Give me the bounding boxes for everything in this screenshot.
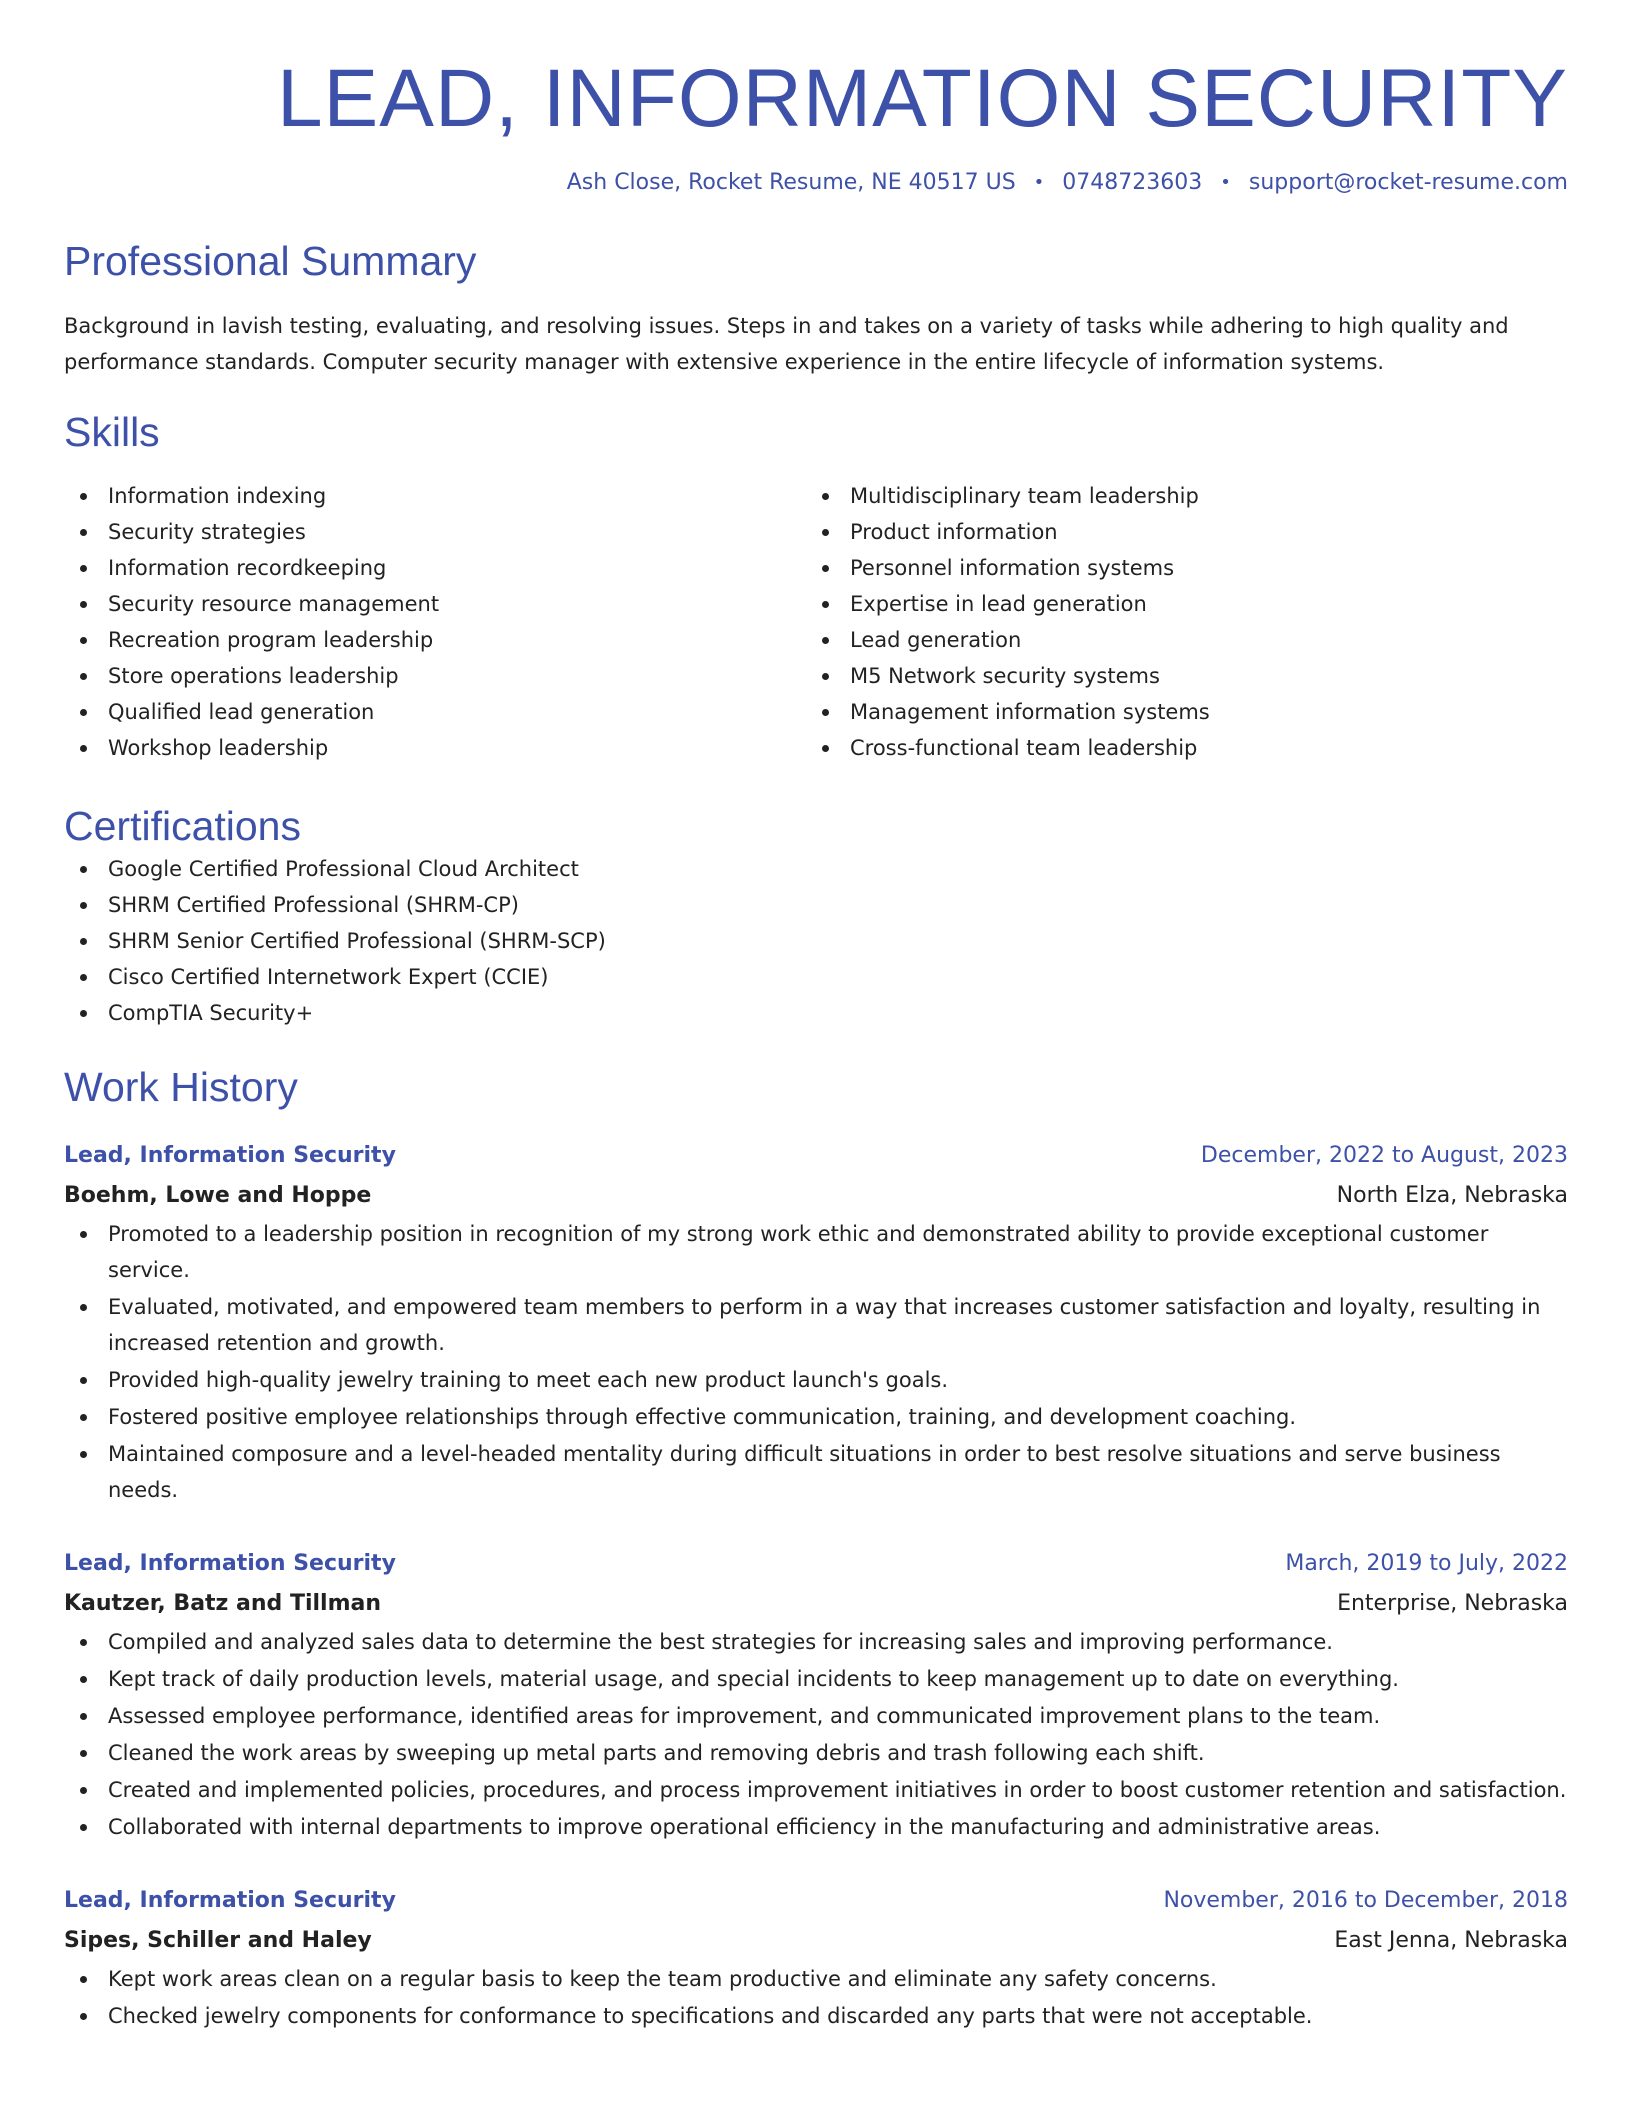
job-title: Lead, Information Security [64, 1143, 396, 1169]
job-bullet: Compiled and analyzed sales data to determine the best strategies for increasing sales and improving performance. [64, 1624, 1568, 1660]
job-bullets [64, 1216, 1568, 1508]
skill-item: Recreation program leadership [64, 622, 806, 658]
skill-item: Information recordkeeping [64, 550, 806, 586]
certification-item: Cisco Certified Internetwork Expert (CCIE) [64, 959, 1568, 995]
certifications-heading: Certifications [64, 802, 301, 849]
job-bullet: Evaluated, motivated, and empowered team members to perform in a way that increases customer satisfaction and loyalty, resulting in increased retention and growth. [64, 1289, 1568, 1361]
contact-email: support@rocket-resume.com [1248, 170, 1568, 196]
job-bullets [64, 1961, 1568, 2034]
contact-phone: 0748723603 [1062, 170, 1203, 196]
skill-item: Management information systems [806, 694, 1548, 730]
job-bullet: Collaborated with internal departments to improve operational efficiency in the manufacturing and administrative areas. [64, 1809, 1568, 1845]
resume-page [64, 0, 1568, 2035]
job-title: Lead, Information Security [64, 1888, 396, 1914]
job-title-row [64, 1136, 1568, 1176]
job-bullet: Assessed employee performance, identified areas for improvement, and communicated improvement plans to the team. [64, 1698, 1568, 1734]
job-title-row [64, 1881, 1568, 1921]
job-company-row [64, 1921, 1568, 1961]
skill-item: Cross-functional team leadership [806, 730, 1548, 766]
job-bullet: Kept work areas clean on a regular basis to keep the team productive and eliminate any safety concerns. [64, 1961, 1568, 1997]
skills-column-left [64, 478, 806, 766]
skills-column-right [806, 478, 1548, 766]
job-bullet: Maintained composure and a level-headed mentality during difficult situations in order to best resolve situations and serve business needs. [64, 1436, 1568, 1508]
job-entry [64, 1136, 1568, 1508]
skill-item: Information indexing [64, 478, 806, 514]
certification-item: CompTIA Security+ [64, 995, 1568, 1031]
certification-item: Google Certified Professional Cloud Architect [64, 851, 1568, 887]
job-location: East Jenna, Nebraska [1334, 1928, 1568, 1954]
skill-item: Workshop leadership [64, 730, 806, 766]
skill-item: Personnel information systems [806, 550, 1548, 586]
job-bullet: Promoted to a leadership position in recognition of my strong work ethic and demonstrated ability to provide exceptional customer service. [64, 1216, 1568, 1288]
contact-separator: • [1033, 172, 1045, 194]
contact-separator: • [1220, 172, 1231, 194]
work-history-list [64, 1136, 1568, 2034]
job-title-row [64, 1544, 1568, 1584]
job-bullet: Created and implemented policies, procedures, and process improvement initiatives in order to boost customer retention and satisfaction. [64, 1772, 1568, 1808]
resume-name: LEAD, INFORMATION SECURITY [276, 53, 1568, 144]
summary-text: Background in lavish testing, evaluating, and resolving issues. Steps in and takes on a variety of tasks while adhering to high quality and performance standards. Computer security manager with extensive experience in the entire lifecycle of information systems. [64, 314, 1509, 375]
job-dates: November, 2016 to December, 2018 [1163, 1888, 1568, 1914]
job-title: Lead, Information Security [64, 1551, 396, 1577]
job-company-row [64, 1584, 1568, 1624]
job-bullet: Kept track of daily production levels, material usage, and special incidents to keep management up to date on everything. [64, 1661, 1568, 1697]
job-location: North Elza, Nebraska [1336, 1183, 1568, 1209]
job-bullets [64, 1624, 1568, 1845]
job-dates: March, 2019 to July, 2022 [1285, 1551, 1568, 1577]
job-company: Boehm, Lowe and Hoppe [64, 1183, 372, 1209]
job-bullet: Cleaned the work areas by sweeping up metal parts and removing debris and trash following each shift. [64, 1735, 1568, 1771]
job-bullet: Provided high-quality jewelry training to meet each new product launch's goals. [64, 1362, 1568, 1398]
skill-item: Security strategies [64, 514, 806, 550]
skill-item: Expertise in lead generation [806, 586, 1548, 622]
work-history-heading: Work History [64, 1063, 298, 1110]
skill-item: Product information [806, 514, 1548, 550]
skills-list-left [64, 478, 806, 766]
job-location: Enterprise, Nebraska [1337, 1591, 1568, 1617]
job-bullet: Checked jewelry components for conformance to specifications and discarded any parts that were not acceptable. [64, 1998, 1568, 2034]
job-entry [64, 1544, 1568, 1845]
skill-item: M5 Network security systems [806, 658, 1548, 694]
job-company-row [64, 1176, 1568, 1216]
resume-header [64, 0, 1568, 195]
job-entry [64, 1881, 1568, 2034]
skills-grid [64, 478, 1568, 766]
contact-address: Ash Close, Rocket Resume, NE 40517 US [566, 170, 1016, 196]
job-company: Kautzer, Batz and Tillman [64, 1591, 382, 1617]
skill-item: Lead generation [806, 622, 1548, 658]
skill-item: Multidisciplinary team leadership [806, 478, 1548, 514]
certification-item: SHRM Certified Professional (SHRM-CP) [64, 887, 1568, 923]
job-company: Sipes, Schiller and Haley [64, 1928, 372, 1954]
summary-heading: Professional Summary [64, 238, 477, 285]
skills-list-right [806, 478, 1548, 766]
skill-item: Qualified lead generation [64, 694, 806, 730]
skill-item: Store operations leadership [64, 658, 806, 694]
certification-item: SHRM Senior Certified Professional (SHRM-SCP) [64, 923, 1568, 959]
job-dates: December, 2022 to August, 2023 [1200, 1143, 1568, 1169]
job-bullet: Fostered positive employee relationships through effective communication, training, and development coaching. [64, 1399, 1568, 1435]
contact-line [64, 170, 1568, 195]
skills-heading: Skills [64, 409, 160, 456]
skill-item: Security resource management [64, 586, 806, 622]
certifications-list [64, 851, 1568, 1031]
